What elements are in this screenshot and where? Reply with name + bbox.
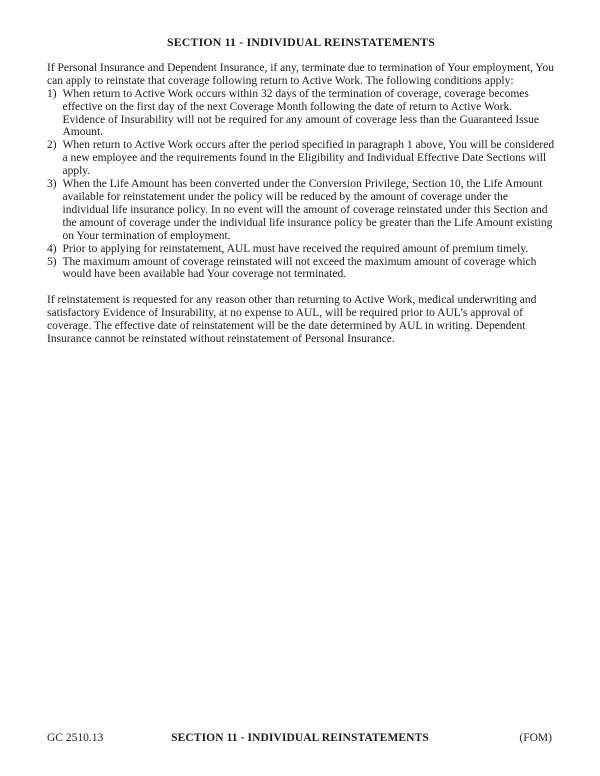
- intro-paragraph: If Personal Insurance and Dependent Insurance, if any, terminate due to termination of Your employment, You can apply to reinstate that coverage following return to Active Work. The following conditions apply:: [47, 61, 555, 87]
- condition-text-3: When the Life Amount has been converted under the Conversion Privilege, Section 10, the Life Amount available for reinstatement under the policy will be reduced by the amount of coverage under the individual life insurance policy. In no event will the amount of coverage reinstated under this Section and the amount of coverage under the individual life insurance policy be greater than the Life Amount existing on Your termination of employment.: [62, 178, 553, 242]
- condition-text-2: When return to Active Work occurs after the period specified in paragraph 1 above, You will be considered a new employee and the requirements found in the Eligibility and Individual Effective Date Sections will apply.: [62, 139, 555, 178]
- condition-marker-5: 5): [47, 255, 57, 268]
- page-footer: [0, 732, 600, 746]
- section-title: SECTION 11 - INDIVIDUAL REINSTATEMENTS: [166, 35, 436, 49]
- closing-paragraph: If reinstatement is requested for any reason other than returning to Active Work, medical underwriting and satisfactory Evidence of Insurability, at no expense to AUL, will be required prior to AUL’s approval of coverage. The effective date of reinstatement will be the date determined by AUL in writing. Dependent Insurance cannot be reinstated without reinstatement of Personal Insurance.: [47, 294, 537, 346]
- condition-marker-3: 3): [47, 178, 57, 191]
- condition-item-5: [47, 256, 555, 282]
- condition-marker-2: 2): [47, 139, 57, 152]
- footer-section-title: SECTION 11 - INDIVIDUAL REINSTATEMENTS: [171, 732, 429, 744]
- condition-text-5: The maximum amount of coverage reinstated will not exceed the maximum amount of coverage which would have been available had Your coverage not terminated.: [62, 255, 537, 281]
- condition-text-4: Prior to applying for reinstatement, AUL must have received the required amount of premium timely.: [62, 242, 529, 255]
- condition-item-3: [47, 178, 555, 243]
- form-code: (FOM): [519, 732, 552, 744]
- condition-item-4: [47, 243, 555, 256]
- condition-marker-1: 1): [47, 87, 57, 100]
- condition-item-1: [47, 88, 555, 140]
- document-body: [47, 36, 555, 346]
- conditions-list: [47, 88, 555, 282]
- condition-item-2: [47, 139, 555, 178]
- form-number: GC 2510.13: [47, 732, 104, 744]
- condition-text-1: When return to Active Work occurs within 32 days of the termination of coverage, coverage becomes effective on the first day of the next Coverage Month following the date of return to Active Work. Evidence of Insurability will not be required for any amount of coverage less than the Guaranteed Issue Amount.: [62, 87, 539, 139]
- condition-marker-4: 4): [47, 242, 57, 255]
